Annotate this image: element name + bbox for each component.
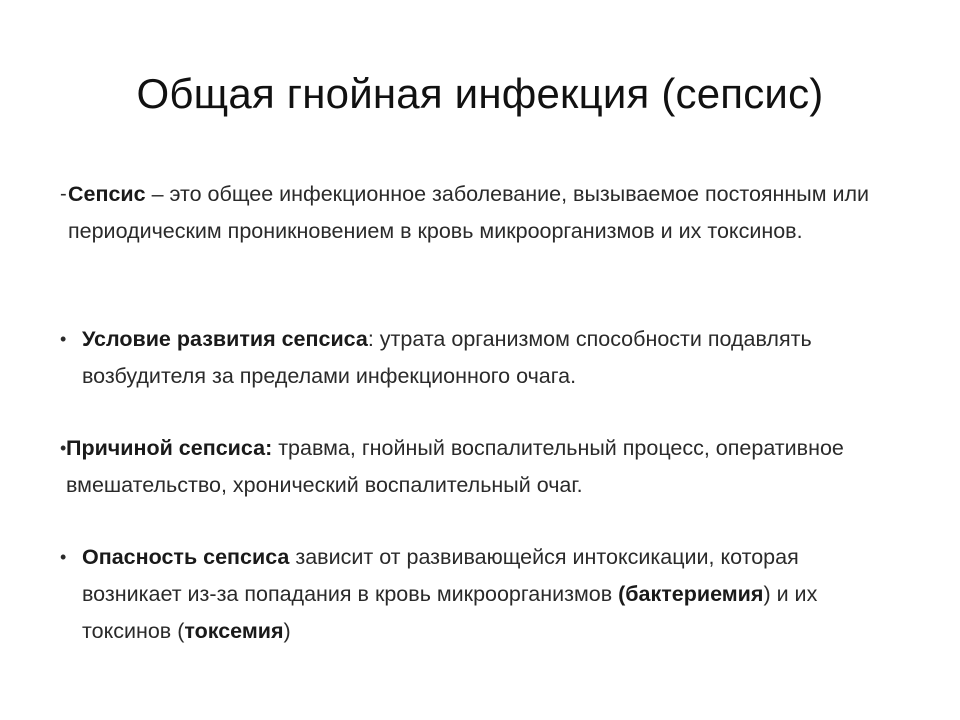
term-bold: Причиной сепсиса:: [66, 436, 273, 460]
list-item-text: [60, 430, 880, 504]
term-bold: Опасность сепсиса: [82, 545, 290, 569]
bacteremia-bold: (бактериемия: [618, 582, 764, 606]
bullet-icon: •: [60, 547, 67, 567]
danger-text-1: зависит от развивающейся интоксикации, которая возникает из-за попадания в кровь микроорганизмов: [82, 545, 799, 606]
list-item-causes: [60, 430, 880, 504]
toxemia-bold: токсемия: [184, 619, 284, 643]
term-bold: Сепсис: [68, 182, 146, 206]
causes-text: травма, гнойный воспалительный процесс, оперативное вмешательство, хронический воспалительный очаг.: [66, 436, 844, 497]
list-item-text: [60, 321, 880, 395]
definition-text: – это общее инфекционное заболевание, вызываемое постоянным или периодическим проникновением в кровь микроорганизмов и их токсинов.: [68, 182, 870, 243]
list-item-sepsis-definition: [60, 176, 880, 250]
bullet-icon: •: [60, 329, 67, 349]
list-item-text: [60, 539, 880, 650]
bullet-icon: •: [60, 438, 67, 458]
list-item-danger: [60, 539, 880, 650]
condition-text: : утрата организмом способности подавлять возбудителя за пределами инфекционного очага.: [82, 327, 812, 388]
list-item-development-condition: [60, 321, 880, 395]
slide-title: Общая гнойная инфекция (сепсис): [136, 70, 824, 117]
list-item-text: [60, 176, 880, 250]
term-bold: Условие развития сепсиса: [82, 327, 368, 351]
danger-text-3: ): [283, 619, 291, 643]
danger-text-2: ) и их токсинов (: [82, 582, 818, 643]
dash-marker: -: [60, 183, 67, 205]
